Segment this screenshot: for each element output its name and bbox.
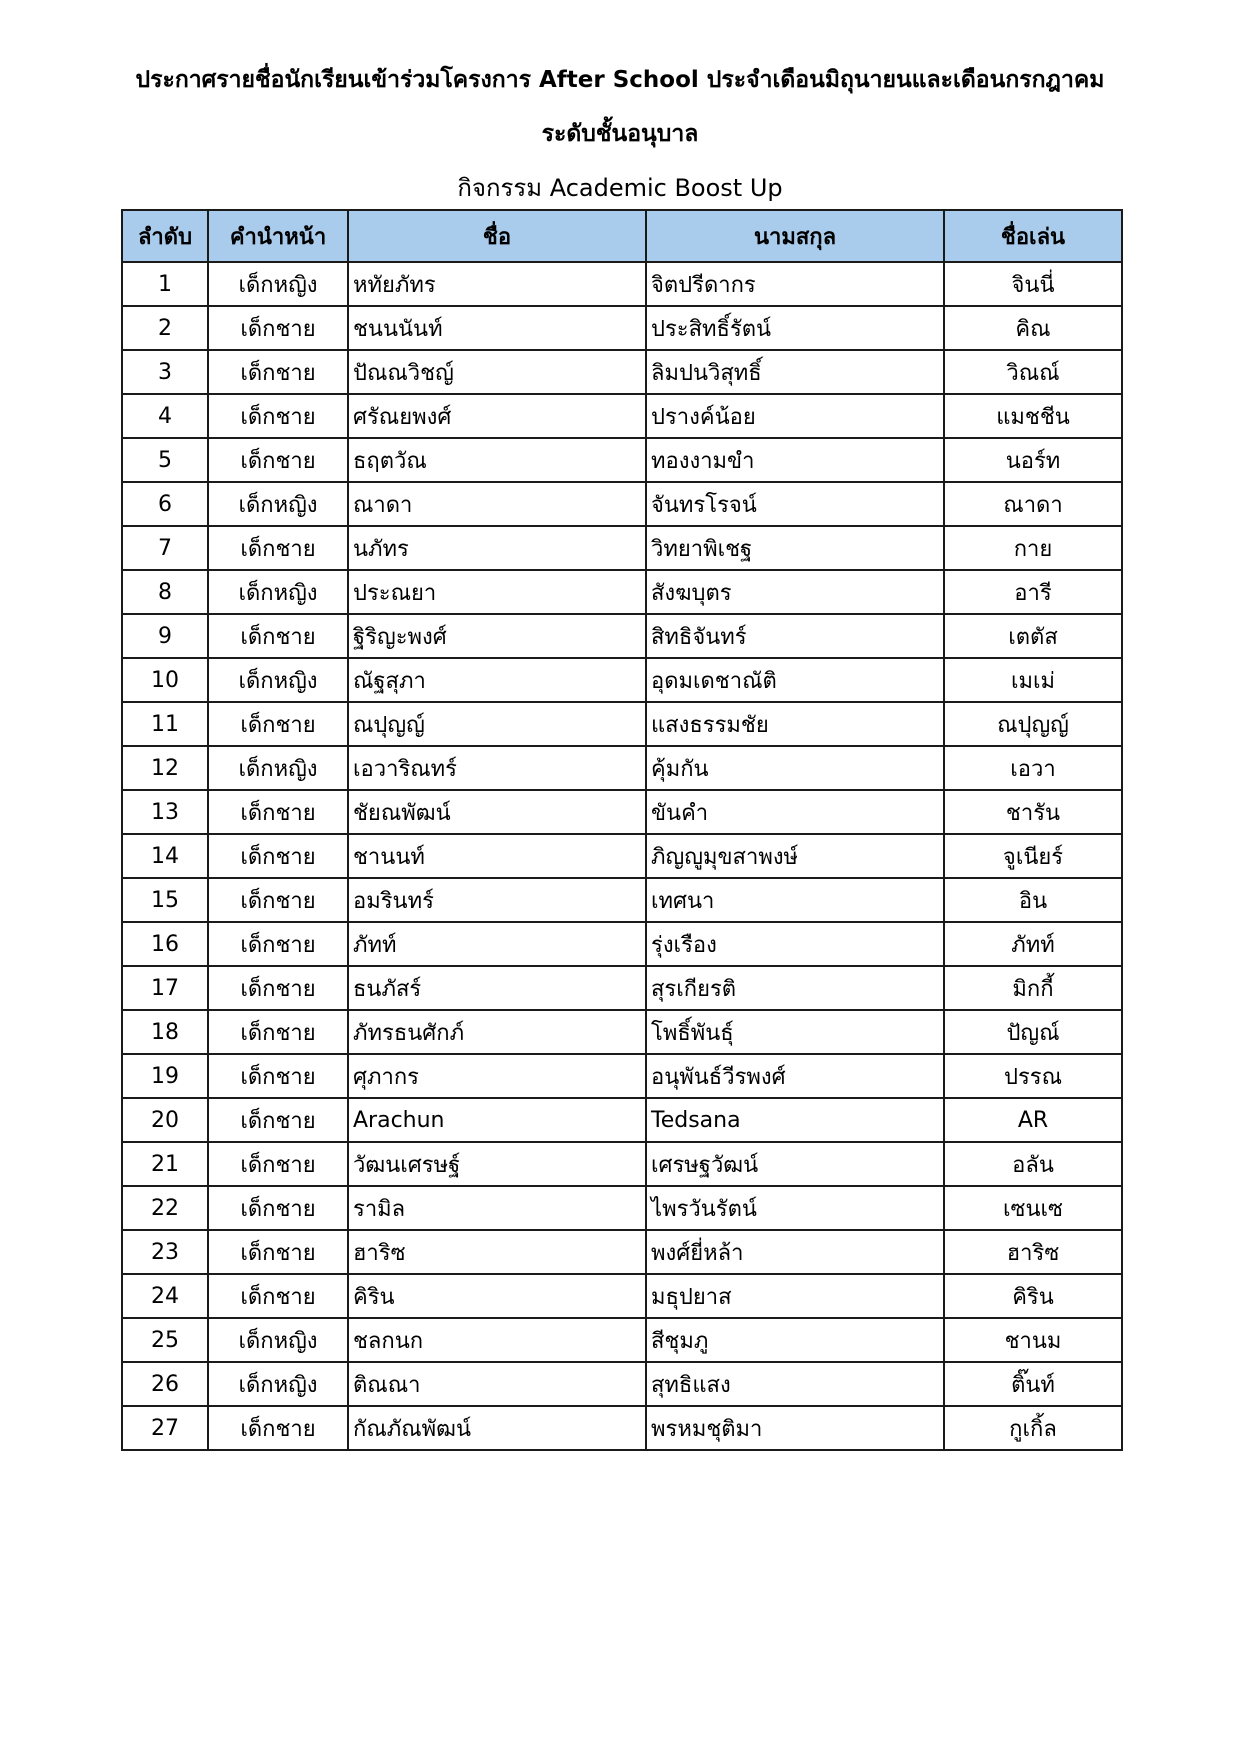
cell-first-name: ณปุญญ์ (348, 702, 646, 746)
table-row (122, 394, 1122, 438)
cell-number: 18 (122, 1010, 208, 1054)
cell-number: 21 (122, 1142, 208, 1186)
cell-last-name: แสงธรรมชัย (646, 702, 944, 746)
table-row (122, 658, 1122, 702)
table-row (122, 1274, 1122, 1318)
cell-first-name: คิริน (348, 1274, 646, 1318)
cell-last-name: วิทยาพิเชฐ (646, 526, 944, 570)
cell-first-name: ชานนท์ (348, 834, 646, 878)
cell-last-name: สีชุมภู (646, 1318, 944, 1362)
cell-nickname: ชารัน (944, 790, 1122, 834)
cell-last-name: พรหมชุติมา (646, 1406, 944, 1450)
cell-first-name: ณาดา (348, 482, 646, 526)
table-row (122, 1230, 1122, 1274)
cell-prefix: เด็กชาย (208, 1142, 348, 1186)
cell-prefix: เด็กชาย (208, 834, 348, 878)
cell-number: 4 (122, 394, 208, 438)
cell-last-name: ลิมปนวิสุทธิ์ (646, 350, 944, 394)
cell-first-name: ภัทท์ (348, 922, 646, 966)
cell-last-name: ภิญญูมุขสาพงษ์ (646, 834, 944, 878)
cell-number: 3 (122, 350, 208, 394)
cell-number: 7 (122, 526, 208, 570)
cell-number: 11 (122, 702, 208, 746)
cell-first-name: วัฒนเศรษฐ์ (348, 1142, 646, 1186)
cell-first-name: ศุภากร (348, 1054, 646, 1098)
table-row (122, 878, 1122, 922)
cell-nickname: จูเนียร์ (944, 834, 1122, 878)
cell-first-name: ประณยา (348, 570, 646, 614)
cell-last-name: ประสิทธิ์รัตน์ (646, 306, 944, 350)
cell-last-name: จิตปรีดากร (646, 262, 944, 306)
cell-first-name: หทัยภัทร (348, 262, 646, 306)
cell-last-name: มธุปยาส (646, 1274, 944, 1318)
cell-number: 14 (122, 834, 208, 878)
cell-number: 2 (122, 306, 208, 350)
cell-first-name: ติณณา (348, 1362, 646, 1406)
table-row (122, 1362, 1122, 1406)
cell-number: 1 (122, 262, 208, 306)
cell-last-name: สุรเกียรติ (646, 966, 944, 1010)
cell-prefix: เด็กชาย (208, 438, 348, 482)
cell-nickname: ณาดา (944, 482, 1122, 526)
cell-prefix: เด็กหญิง (208, 262, 348, 306)
cell-last-name: พงศ์ยี่หล้า (646, 1230, 944, 1274)
table-row (122, 702, 1122, 746)
cell-number: 19 (122, 1054, 208, 1098)
table-header (122, 210, 1122, 262)
cell-number: 20 (122, 1098, 208, 1142)
cell-number: 27 (122, 1406, 208, 1450)
cell-prefix: เด็กหญิง (208, 746, 348, 790)
table-row (122, 790, 1122, 834)
cell-prefix: เด็กชาย (208, 966, 348, 1010)
cell-last-name: อุดมเดชาณัติ (646, 658, 944, 702)
table-row (122, 746, 1122, 790)
cell-prefix: เด็กชาย (208, 790, 348, 834)
cell-nickname: ฮาริซ (944, 1230, 1122, 1274)
cell-number: 5 (122, 438, 208, 482)
table-row (122, 438, 1122, 482)
cell-nickname: กาย (944, 526, 1122, 570)
table-row (122, 1010, 1122, 1054)
cell-nickname: AR (944, 1098, 1122, 1142)
cell-last-name: ปรางค์น้อย (646, 394, 944, 438)
table-row (122, 526, 1122, 570)
cell-last-name: ทองงามขำ (646, 438, 944, 482)
cell-nickname: เมเม่ (944, 658, 1122, 702)
cell-first-name: Arachun (348, 1098, 646, 1142)
table-row (122, 262, 1122, 306)
cell-nickname: ณปุญญ์ (944, 702, 1122, 746)
cell-nickname: อารี (944, 570, 1122, 614)
cell-first-name: นภัทร (348, 526, 646, 570)
cell-last-name: อนุพันธ์วีรพงศ์ (646, 1054, 944, 1098)
cell-prefix: เด็กชาย (208, 878, 348, 922)
cell-prefix: เด็กหญิง (208, 1362, 348, 1406)
cell-number: 8 (122, 570, 208, 614)
cell-prefix: เด็กหญิง (208, 570, 348, 614)
cell-prefix: เด็กหญิง (208, 1318, 348, 1362)
table-row (122, 350, 1122, 394)
column-header-first-name: ชื่อ (348, 210, 646, 262)
cell-nickname: กูเกิ้ล (944, 1406, 1122, 1450)
cell-nickname: ภัทท์ (944, 922, 1122, 966)
cell-nickname: ติ๊นท์ (944, 1362, 1122, 1406)
cell-nickname: อลัน (944, 1142, 1122, 1186)
cell-prefix: เด็กชาย (208, 526, 348, 570)
cell-prefix: เด็กชาย (208, 1054, 348, 1098)
cell-last-name: ขันคำ (646, 790, 944, 834)
table-row (122, 1186, 1122, 1230)
cell-number: 9 (122, 614, 208, 658)
table-row (122, 922, 1122, 966)
cell-first-name: ปัณณวิชญ์ (348, 350, 646, 394)
cell-prefix: เด็กชาย (208, 1230, 348, 1274)
column-header-prefix: คำนำหน้า (208, 210, 348, 262)
cell-last-name: จันทรโรจน์ (646, 482, 944, 526)
cell-prefix: เด็กชาย (208, 1010, 348, 1054)
cell-number: 15 (122, 878, 208, 922)
column-header-number: ลำดับ (122, 210, 208, 262)
table-row (122, 1098, 1122, 1142)
cell-nickname: เซนเซ (944, 1186, 1122, 1230)
table-row (122, 966, 1122, 1010)
cell-first-name: กัณภัณพัฒน์ (348, 1406, 646, 1450)
table-row (122, 1318, 1122, 1362)
announcement-title: ประกาศรายชื่อนักเรียนเข้าร่วมโครงการ After School ประจำเดือนมิถุนายนและเดือนกรกฎาคม (135, 67, 1105, 93)
table-row (122, 1406, 1122, 1450)
cell-last-name: เศรษฐวัฒน์ (646, 1142, 944, 1186)
table-row (122, 306, 1122, 350)
cell-last-name: โพธิ์พันธุ์ (646, 1010, 944, 1054)
cell-number: 17 (122, 966, 208, 1010)
cell-nickname: นอร์ท (944, 438, 1122, 482)
column-header-last-name: นามสกุล (646, 210, 944, 262)
cell-prefix: เด็กชาย (208, 922, 348, 966)
cell-nickname: คิริน (944, 1274, 1122, 1318)
cell-prefix: เด็กชาย (208, 1186, 348, 1230)
cell-first-name: ชนนนันท์ (348, 306, 646, 350)
cell-first-name: อมรินทร์ (348, 878, 646, 922)
cell-last-name: คุ้มกัน (646, 746, 944, 790)
cell-first-name: ศรัณยพงศ์ (348, 394, 646, 438)
cell-last-name: สุทธิแสง (646, 1362, 944, 1406)
cell-nickname: คิณ (944, 306, 1122, 350)
cell-number: 26 (122, 1362, 208, 1406)
cell-nickname: อิน (944, 878, 1122, 922)
cell-number: 16 (122, 922, 208, 966)
cell-nickname: ปรรณ (944, 1054, 1122, 1098)
cell-first-name: เอวาริณทร์ (348, 746, 646, 790)
cell-prefix: เด็กหญิง (208, 658, 348, 702)
header-row (122, 210, 1122, 262)
cell-nickname: จินนี่ (944, 262, 1122, 306)
cell-last-name: สังฆบุตร (646, 570, 944, 614)
cell-nickname: เตตัส (944, 614, 1122, 658)
cell-number: 23 (122, 1230, 208, 1274)
cell-last-name: สิทธิจันทร์ (646, 614, 944, 658)
cell-nickname: ปัญณ์ (944, 1010, 1122, 1054)
cell-number: 24 (122, 1274, 208, 1318)
cell-last-name: เทศนา (646, 878, 944, 922)
cell-first-name: ชัยณพัฒน์ (348, 790, 646, 834)
cell-number: 6 (122, 482, 208, 526)
table-row (122, 614, 1122, 658)
cell-prefix: เด็กชาย (208, 1098, 348, 1142)
table-body (122, 262, 1122, 1450)
cell-nickname: วิณณ์ (944, 350, 1122, 394)
cell-nickname: เอวา (944, 746, 1122, 790)
cell-number: 22 (122, 1186, 208, 1230)
activity-title: กิจกรรม Academic Boost Up (457, 174, 783, 202)
cell-number: 25 (122, 1318, 208, 1362)
cell-prefix: เด็กชาย (208, 614, 348, 658)
cell-prefix: เด็กชาย (208, 1406, 348, 1450)
table-row (122, 570, 1122, 614)
cell-first-name: ธฤตวัณ (348, 438, 646, 482)
cell-first-name: ณัฐสุภา (348, 658, 646, 702)
cell-first-name: ชลกนก (348, 1318, 646, 1362)
cell-first-name: ธนภัสร์ (348, 966, 646, 1010)
cell-prefix: เด็กชาย (208, 306, 348, 350)
cell-prefix: เด็กชาย (208, 1274, 348, 1318)
cell-last-name: ไพรวันรัตน์ (646, 1186, 944, 1230)
cell-last-name: รุ่งเรือง (646, 922, 944, 966)
cell-prefix: เด็กหญิง (208, 482, 348, 526)
column-header-nickname: ชื่อเล่น (944, 210, 1122, 262)
cell-prefix: เด็กชาย (208, 702, 348, 746)
table-row (122, 1142, 1122, 1186)
grade-level-title: ระดับชั้นอนุบาล (541, 121, 699, 147)
cell-first-name: รามิล (348, 1186, 646, 1230)
cell-first-name: ภัทรธนศักภ์ (348, 1010, 646, 1054)
cell-last-name: Tedsana (646, 1098, 944, 1142)
cell-first-name: ฮาริซ (348, 1230, 646, 1274)
cell-prefix: เด็กชาย (208, 350, 348, 394)
cell-number: 10 (122, 658, 208, 702)
cell-nickname: มิกกี้ (944, 966, 1122, 1010)
table-row (122, 482, 1122, 526)
cell-prefix: เด็กชาย (208, 394, 348, 438)
table-row (122, 834, 1122, 878)
cell-first-name: ฐิริญะพงศ์ (348, 614, 646, 658)
cell-nickname: แมชชีน (944, 394, 1122, 438)
student-roster-table (121, 209, 1123, 1451)
cell-nickname: ชานม (944, 1318, 1122, 1362)
cell-number: 12 (122, 746, 208, 790)
cell-number: 13 (122, 790, 208, 834)
table-row (122, 1054, 1122, 1098)
